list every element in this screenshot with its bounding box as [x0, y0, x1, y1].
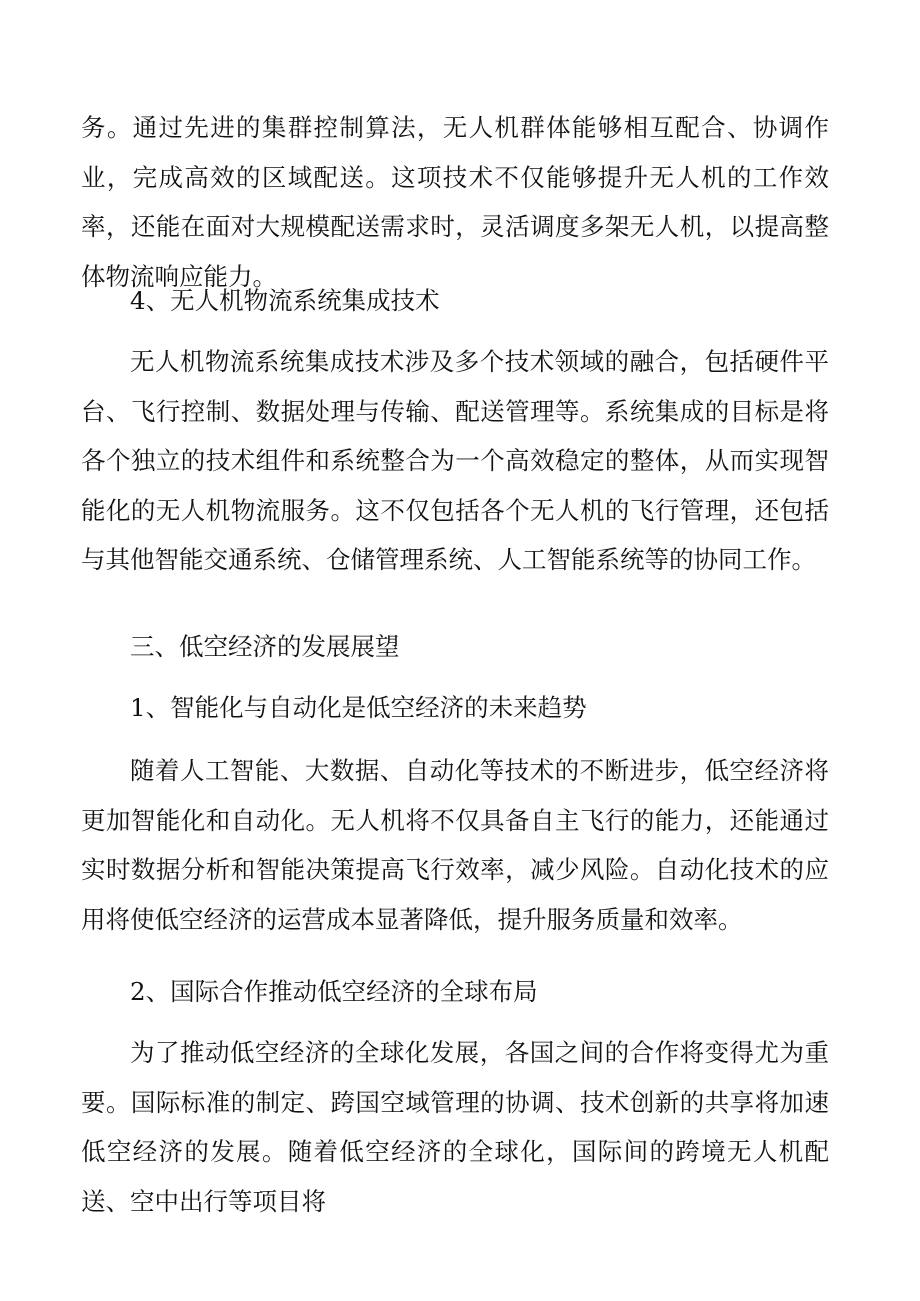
- subheading-intelligence-trend: 1、智能化与自动化是低空经济的未来趋势: [130, 693, 587, 722]
- paragraph-system-integration: 无人机物流系统集成技术涉及多个技术领域的融合，包括硬件平台、飞行控制、数据处理与传输、配送管理等。系统集成的目标是将各个独立的技术组件和系统整合为一个高效稳定的整体，从而实现智能化的无人机物流服务。这不仅包括各个无人机的飞行管理，还包括与其他智能交通系统、仓储管理系统、人工智能系统等的协同工作。: [81, 347, 829, 574]
- paragraph-continued: 务。通过先进的集群控制算法，无人机群体能够相互配合、协调作业，完成高效的区域配送。这项技术不仅能够提升无人机的工作效率，还能在面对大规模配送需求时，灵活调度多架无人机，以提高整体物流响应能力。: [81, 113, 829, 291]
- subheading-drone-logistics-integration: 4、无人机物流系统集成技术: [130, 286, 440, 315]
- section-heading-outlook: 三、低空经济的发展展望: [130, 632, 400, 661]
- paragraph-intelligence: 随着人工智能、大数据、自动化等技术的不断进步，低空经济将更加智能化和自动化。无人机将不仅具备自主飞行的能力，还能通过实时数据分析和智能决策提高飞行效率，减少风险。自动化技术的应用将使低空经济的运营成本显著降低，提升服务质量和效率。: [81, 756, 829, 934]
- subheading-international-cooperation: 2、国际合作推动低空经济的全球布局: [130, 977, 538, 1006]
- paragraph-international: 为了推动低空经济的全球化发展，各国之间的合作将变得尤为重要。国际标准的制定、跨国空域管理的协调、技术创新的共享将加速低空经济的发展。随着低空经济的全球化，国际间的跨境无人机配送、空中出行等项目将: [81, 1038, 829, 1216]
